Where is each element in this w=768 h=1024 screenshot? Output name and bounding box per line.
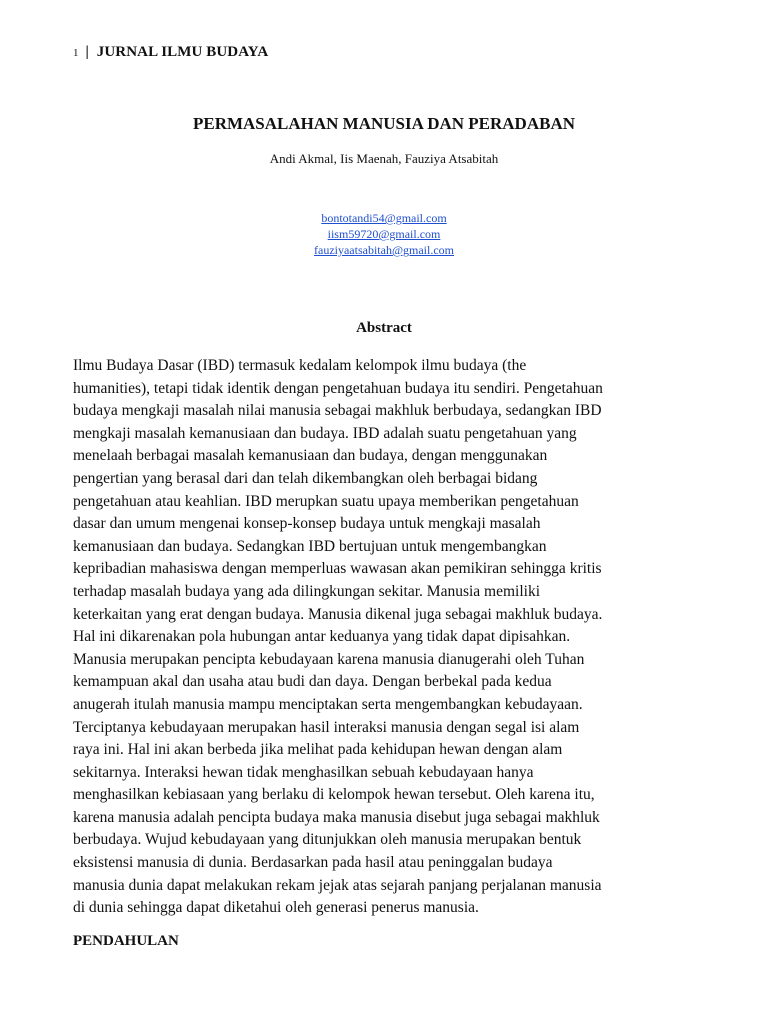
abstract-line: menelaah berbagai masalah kemanusiaan dan budaya, dengan menggunakan bbox=[73, 447, 548, 465]
journal-name: JURNAL ILMU BUDAYA bbox=[96, 44, 269, 60]
abstract-line: di dunia sehingga dapat diketahui oleh generasi penerus manusia. bbox=[73, 899, 479, 917]
abstract-line: karena manusia adalah pencipta budaya maka manusia disebut juga sebagai makhluk bbox=[73, 808, 600, 826]
abstract-line: dasar dan umum mengenai konsep-konsep budaya untuk mengkaji masalah bbox=[73, 515, 541, 533]
abstract-line: budaya mengkaji masalah nilai manusia sebagai makhluk berbudaya, sedangkan IBD bbox=[73, 402, 602, 420]
abstract-line: kemanusiaan dan budaya. Sedangkan IBD bertujuan untuk mengembangkan bbox=[73, 537, 547, 555]
email-link-2[interactable]: iism59720@gmail.com bbox=[327, 227, 441, 241]
abstract-line: kemampuan akal dan usaha atau budi dan daya. Dengan berbekal pada kedua bbox=[73, 673, 552, 691]
abstract-heading: Abstract bbox=[356, 320, 412, 336]
paper-authors: Andi Akmal, Iis Maenah, Fauziya Atsabitah bbox=[269, 151, 499, 166]
abstract-line: keterkaitan yang erat dengan budaya. Manusia dikenal juga sebagai makhluk budaya. bbox=[73, 605, 603, 623]
abstract-line: menghasilkan kebiasaan yang berlaku di kelompok hewan tersebut. Oleh karena itu, bbox=[73, 786, 595, 804]
abstract-line: anugerah itulah manusia mampu menciptakan serta mengembangkan kebudayaan. bbox=[73, 695, 583, 713]
abstract-line: pengertian yang berasal dari dan telah dikembangkan oleh berbagai bidang bbox=[73, 469, 538, 487]
abstract-line: eksistensi manusia di dunia. Berdasarkan pada hasil atau peninggalan budaya bbox=[73, 854, 553, 872]
abstract-line: kepribadian mahasiswa dengan memperluas wawasan akan pemikiran sehingga kritis bbox=[73, 560, 602, 578]
email-link-3[interactable]: fauziyaatsabitah@gmail.com bbox=[314, 243, 454, 257]
email-link-1[interactable]: bontotandi54@gmail.com bbox=[321, 211, 447, 225]
abstract-line: Hal ini dikarenakan pola hubungan antar keduanya yang tidak dapat dipisahkan. bbox=[73, 628, 571, 646]
author-emails bbox=[0, 210, 768, 258]
section-heading-pendahuluan: PENDAHULAN bbox=[73, 933, 179, 949]
abstract-line: raya ini. Hal ini akan berbeda jika melihat pada kehidupan hewan dengan alam bbox=[73, 741, 563, 759]
abstract-body bbox=[73, 355, 713, 920]
abstract-line: berbudaya. Wujud kebudayaan yang ditunjukkan oleh manusia merupakan bentuk bbox=[73, 831, 582, 849]
abstract-line: pengetahuan atau keahlian. IBD merupkan suatu upaya memberikan pengetahuan bbox=[73, 492, 579, 510]
abstract-line: Manusia merupakan pencipta kebudayaan karena manusia dianugerahi oleh Tuhan bbox=[73, 650, 585, 668]
abstract-line: Ilmu Budaya Dasar (IBD) termasuk kedalam kelompok ilmu budaya (the bbox=[73, 357, 527, 374]
abstract-line: terhadap masalah budaya yang ada dilingkungan sekitar. Manusia memiliki bbox=[73, 582, 541, 600]
abstract-line: humanities), tetapi tidak identik dengan pengetahuan budaya itu sendiri. Pengetahuan bbox=[73, 379, 603, 397]
header-separator: | bbox=[85, 44, 89, 60]
abstract-line: mengkaji masalah kemanusiaan dan budaya. IBD adalah suatu pengetahuan yang bbox=[73, 424, 577, 442]
paper-title: PERMASALAHAN MANUSIA DAN PERADABAN bbox=[192, 114, 576, 133]
page-number: 1 bbox=[73, 47, 79, 59]
abstract-line: Terciptanya kebudayaan merupakan hasil interaksi manusia dengan segal isi alam bbox=[73, 718, 580, 736]
abstract-line: manusia dunia dapat melakukan rekam jejak atas sejarah panjang perjalanan manusia bbox=[73, 876, 602, 894]
abstract-line: sekitarnya. Interaksi hewan tidak menghasilkan sebuah kebudayaan hanya bbox=[73, 763, 534, 781]
running-header bbox=[73, 44, 268, 61]
